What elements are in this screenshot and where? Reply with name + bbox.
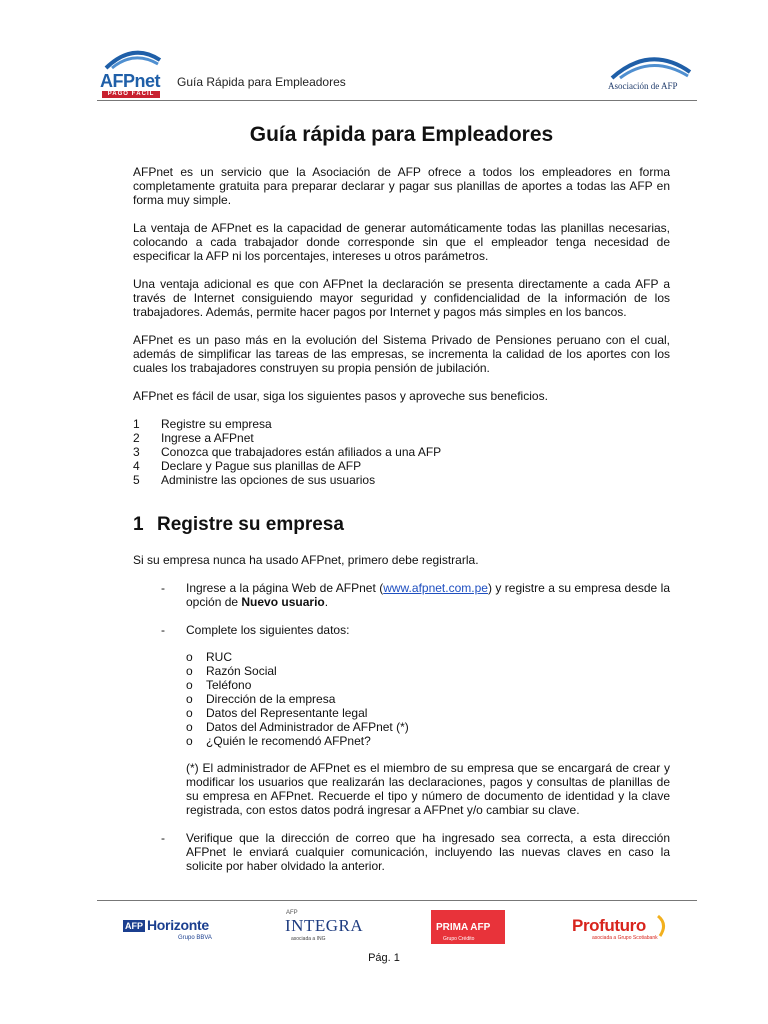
list-item: [133, 445, 670, 459]
header-title: Guía Rápida para Empleadores: [177, 75, 346, 89]
prima-subtext: Grupo Crédito: [443, 936, 475, 942]
step-number: 1: [133, 417, 140, 431]
circle-bullet: o: [186, 734, 193, 748]
asociacion-arc-icon: [606, 50, 694, 80]
footer-divider: [97, 900, 697, 901]
list-item: [186, 706, 670, 720]
step-label: Registre su empresa: [161, 417, 272, 431]
header-divider: [97, 100, 697, 101]
circle-bullet: o: [186, 692, 193, 706]
document-title: Guía rápida para Empleadores: [249, 123, 554, 146]
integra-badge: AFP: [286, 910, 298, 916]
field-label: Dirección de la empresa: [206, 692, 336, 706]
list-item: [186, 664, 670, 678]
step-label: Administre las opciones de sus usuarios: [161, 473, 376, 487]
list-item: [186, 650, 670, 664]
field-label: Teléfono: [206, 678, 252, 692]
steps-intro: AFPnet es fácil de usar, siga los siguientes pasos y aproveche sus beneficios.: [133, 389, 548, 403]
required-fields-list: [186, 650, 670, 748]
list-item: [186, 692, 670, 706]
dash-bullet: -: [161, 831, 165, 845]
step-number: 2: [133, 431, 140, 445]
circle-bullet: o: [186, 650, 193, 664]
section-heading: [133, 513, 670, 537]
afpnet-logo-text: AFPnet: [100, 71, 160, 91]
dash-bullet: -: [161, 623, 165, 637]
page-number: Pág. 1: [368, 952, 400, 964]
steps-list: [133, 417, 670, 487]
prima-name: PRIMA AFP: [436, 922, 491, 933]
list-item: [186, 678, 670, 692]
prima-afp-logo: [431, 908, 505, 948]
paragraph-advantage: La ventaja de AFPnet es la capacidad de generar automáticamente todas las planillas necesarias, colocando a cada trabajador donde corresponde sin que el empleador tenga necesidad de especificar la AFP ni los porcentajes, intereses u otros parámetros.: [133, 221, 670, 263]
profuturo-logo: [572, 908, 668, 948]
dash-bullet: -: [161, 581, 165, 595]
instruction-text-part: .: [324, 595, 329, 609]
instruction-text: [186, 581, 670, 609]
field-label: ¿Quién le recomendó AFPnet?: [206, 734, 371, 748]
afp-integra-logo: [283, 908, 364, 948]
paragraph-intro: AFPnet es un servicio que la Asociación de AFP ofrece a todos los empleadores en forma completamente gratuita para preparar declarar y pagar sus planillas de aportes a todas las AFP en forma muy simple.: [133, 165, 670, 207]
step-number: 4: [133, 459, 140, 473]
instruction-text: Verifique que la dirección de correo que ha ingresado sea correcta, a esta dirección AFPnet le enviará cualquier comunicación, incluyendo las nuevas claves en caso la solicite por haber olvidado la anterior.: [186, 831, 670, 873]
paragraph-evolution: AFPnet es un paso más en la evolución del Sistema Privado de Pensiones peruano con el cual, además de simplificar las tareas de las empresas, se incrementa la calidad de los aportes con los cuales los trabajadores construyen su propia pensión de jubilación.: [133, 333, 670, 375]
step-number: 5: [133, 473, 140, 487]
field-label: Datos del Administrador de AFPnet (*): [206, 720, 409, 734]
afpnet-logo: [100, 44, 166, 100]
field-label: Datos del Representante legal: [206, 706, 368, 720]
afpnet-website-link[interactable]: www.afpnet.com.pe: [383, 581, 488, 595]
document-body: [133, 122, 670, 887]
horizonte-subtext: Grupo BBVA: [178, 935, 212, 941]
profuturo-name: Profuturo: [572, 916, 646, 935]
page-header: [0, 0, 768, 105]
step-label: Ingrese a AFPnet: [161, 431, 254, 445]
circle-bullet: o: [186, 678, 193, 692]
list-item: [133, 431, 670, 445]
field-label: Razón Social: [206, 664, 277, 678]
instruction-item: [133, 831, 670, 873]
section-title: Registre su empresa: [157, 514, 344, 535]
administrator-note: (*) El administrador de AFPnet es el miembro de su empresa que se encargará de crear y modificar los usuarios que realizarán las declaraciones, pagos y consultas de planillas de su empresa en AFPnet. Recuerde el tipo y número de documento de identidad y la clave registrada, con estos datos podrá ingresar a AFPnet y/o cambiar su clave.: [186, 761, 670, 817]
section-number: 1: [133, 514, 144, 535]
instruction-text-part: Ingrese a la página Web de AFPnet (: [186, 581, 384, 595]
list-item: [133, 417, 670, 431]
section-intro: Si su empresa nunca ha usado AFPnet, primero debe registrarla.: [133, 553, 479, 567]
step-label: Declare y Pague sus planillas de AFP: [161, 459, 362, 473]
afpnet-logo-subtext: PAGO FÁCIL: [102, 91, 160, 98]
instruction-text-part: ) y registre a su empresa desde la opción de: [186, 581, 670, 609]
nuevo-usuario-emphasis: Nuevo usuario: [241, 595, 325, 609]
integra-name: INTEGRA: [285, 916, 364, 935]
afpnet-arc-icon: [104, 46, 162, 70]
afp-horizonte-logo: [123, 908, 215, 948]
circle-bullet: o: [186, 664, 193, 678]
instruction-text: Complete los siguientes datos:: [186, 623, 350, 637]
paragraph-additional-advantage: Una ventaja adicional es que con AFPnet la declaración se presenta directamente a cada AFP a través de Internet consiguiendo mayor seguridad y confidencialidad de la información de los trabajadores. Además, permite hacer pagos por Internet y pagos más simples en los bancos.: [133, 277, 670, 319]
circle-bullet: o: [186, 720, 193, 734]
profuturo-swoosh-icon: [656, 914, 668, 938]
field-label: RUC: [206, 650, 232, 664]
circle-bullet: o: [186, 706, 193, 720]
list-item: [133, 473, 670, 487]
step-number: 3: [133, 445, 140, 459]
asociacion-logo-text: Asociación de AFP: [608, 81, 678, 91]
asociacion-logo: [604, 50, 694, 94]
integra-subtext: asociada a ING: [291, 936, 326, 942]
instruction-item: [133, 623, 670, 831]
horizonte-badge: AFP: [125, 921, 143, 931]
horizonte-name: Horizonte: [147, 917, 209, 933]
instruction-item: [133, 581, 670, 609]
step-label: Conozca que trabajadores están afiliados a una AFP: [161, 445, 442, 459]
list-item: [186, 734, 670, 748]
instruction-block: [186, 623, 670, 831]
list-item: [186, 720, 670, 734]
list-item: [133, 459, 670, 473]
profuturo-subtext: asociada a Grupo Scotiabank: [592, 935, 658, 941]
